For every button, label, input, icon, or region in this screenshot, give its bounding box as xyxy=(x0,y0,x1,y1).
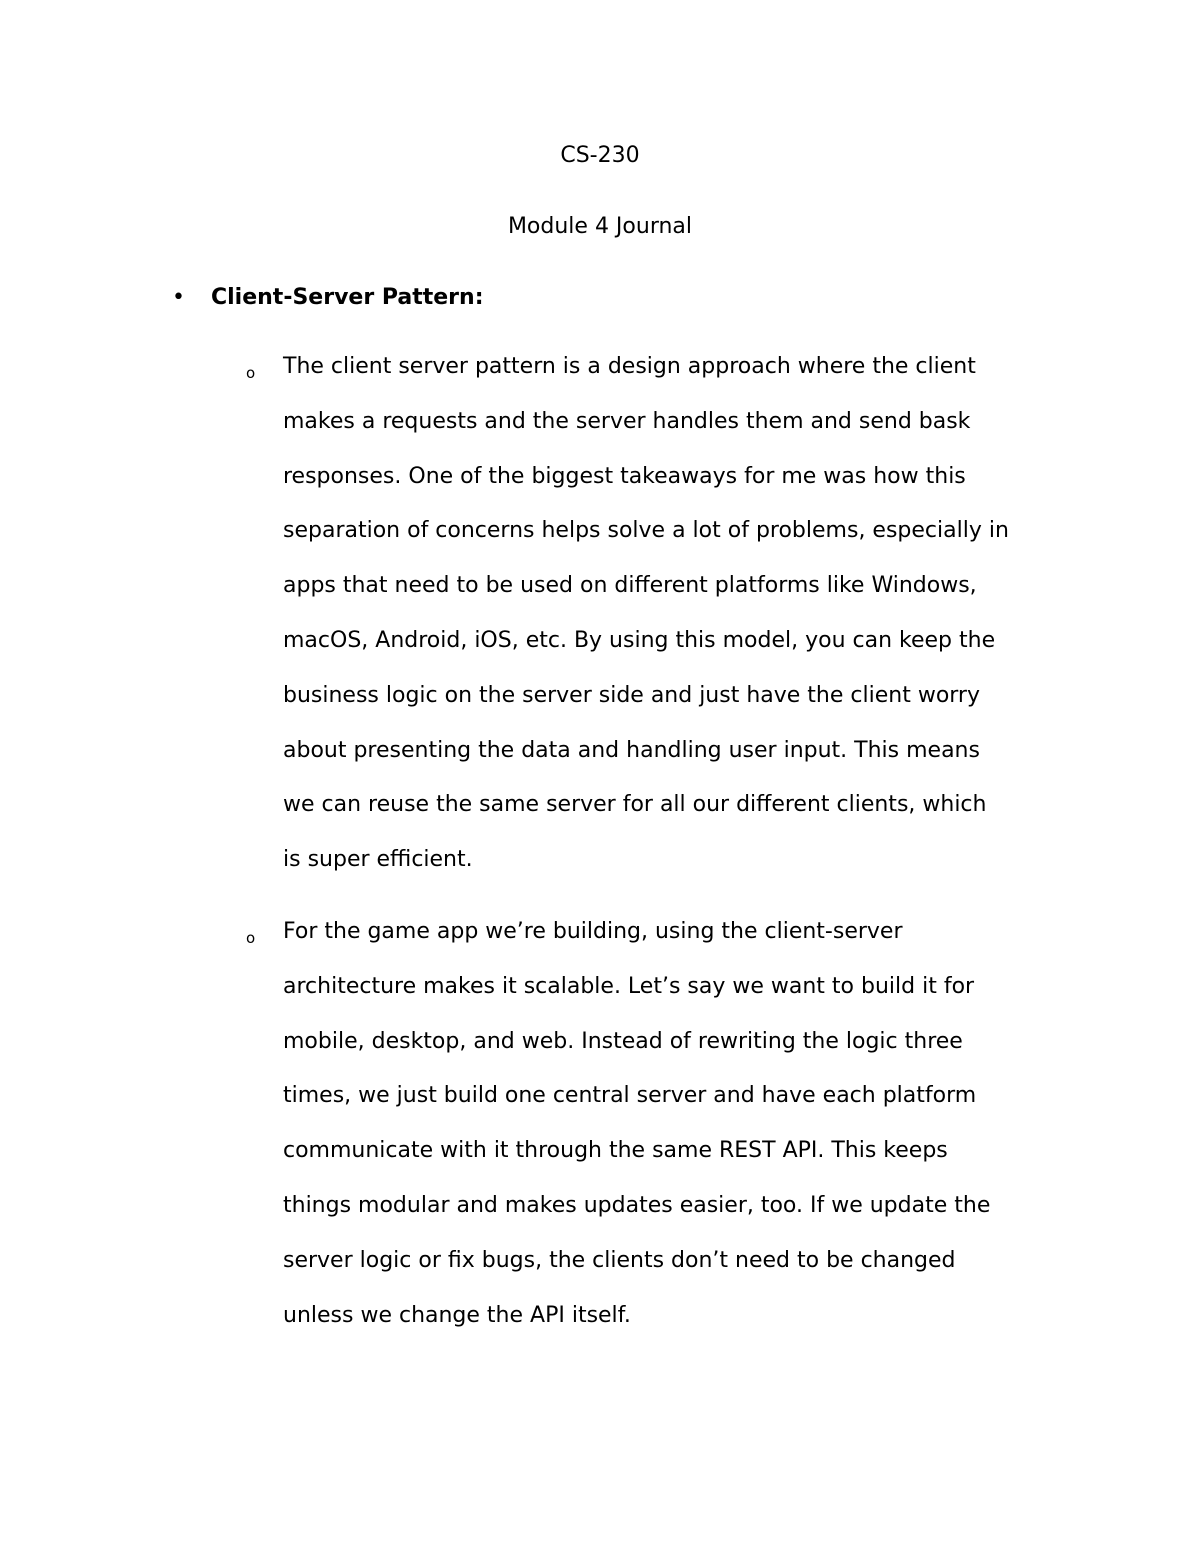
paragraph-line: The client server pattern is a design approach where the client xyxy=(283,354,976,379)
sub-bullet-marker: o xyxy=(246,364,256,382)
paragraph-line: responses. One of the biggest takeaways for me was how this xyxy=(283,463,966,489)
paragraph-line: separation of concerns helps solve a lot of problems, especially in xyxy=(283,518,1009,544)
paragraph-line: architecture makes it scalable. Let’s say we want to build it for xyxy=(283,973,975,999)
bullet-marker: • xyxy=(172,285,185,310)
paragraph-line: things modular and makes updates easier, too. If we update the xyxy=(283,1192,991,1218)
paragraph-line: is super efficient. xyxy=(283,847,473,873)
paragraph-line: communicate with it through the same REST API. This keeps xyxy=(283,1138,948,1164)
course-code: CS-230 xyxy=(560,143,640,168)
paragraph-game-app-architecture xyxy=(283,905,1083,1343)
paragraph-line: mobile, desktop, and web. Instead of rewriting the logic three xyxy=(283,1028,963,1054)
paragraph-line: For the game app we’re building, using the client-server xyxy=(283,919,903,944)
document-title: Module 4 Journal xyxy=(507,214,693,239)
paragraph-line: macOS, Android, iOS, etc. By using this model, you can keep the xyxy=(283,627,996,653)
paragraph-line: business logic on the server side and just have the client worry xyxy=(283,682,980,708)
section-heading: Client-Server Pattern: xyxy=(211,285,484,310)
paragraph-line: makes a requests and the server handles them and send bask xyxy=(283,408,971,434)
paragraph-line: about presenting the data and handling user input. This means xyxy=(283,737,980,763)
paragraph-line: unless we change the API itself. xyxy=(283,1302,631,1328)
paragraph-line: server logic or fix bugs, the clients don’t need to be changed xyxy=(283,1247,956,1273)
paragraph-line: times, we just build one central server and have each platform xyxy=(283,1083,977,1109)
paragraph-client-server-definition xyxy=(283,340,1083,888)
paragraph-line: apps that need to be used on different platforms like Windows, xyxy=(283,573,977,599)
sub-bullet-marker: o xyxy=(246,929,256,947)
paragraph-line: we can reuse the same server for all our different clients, which xyxy=(283,792,987,818)
